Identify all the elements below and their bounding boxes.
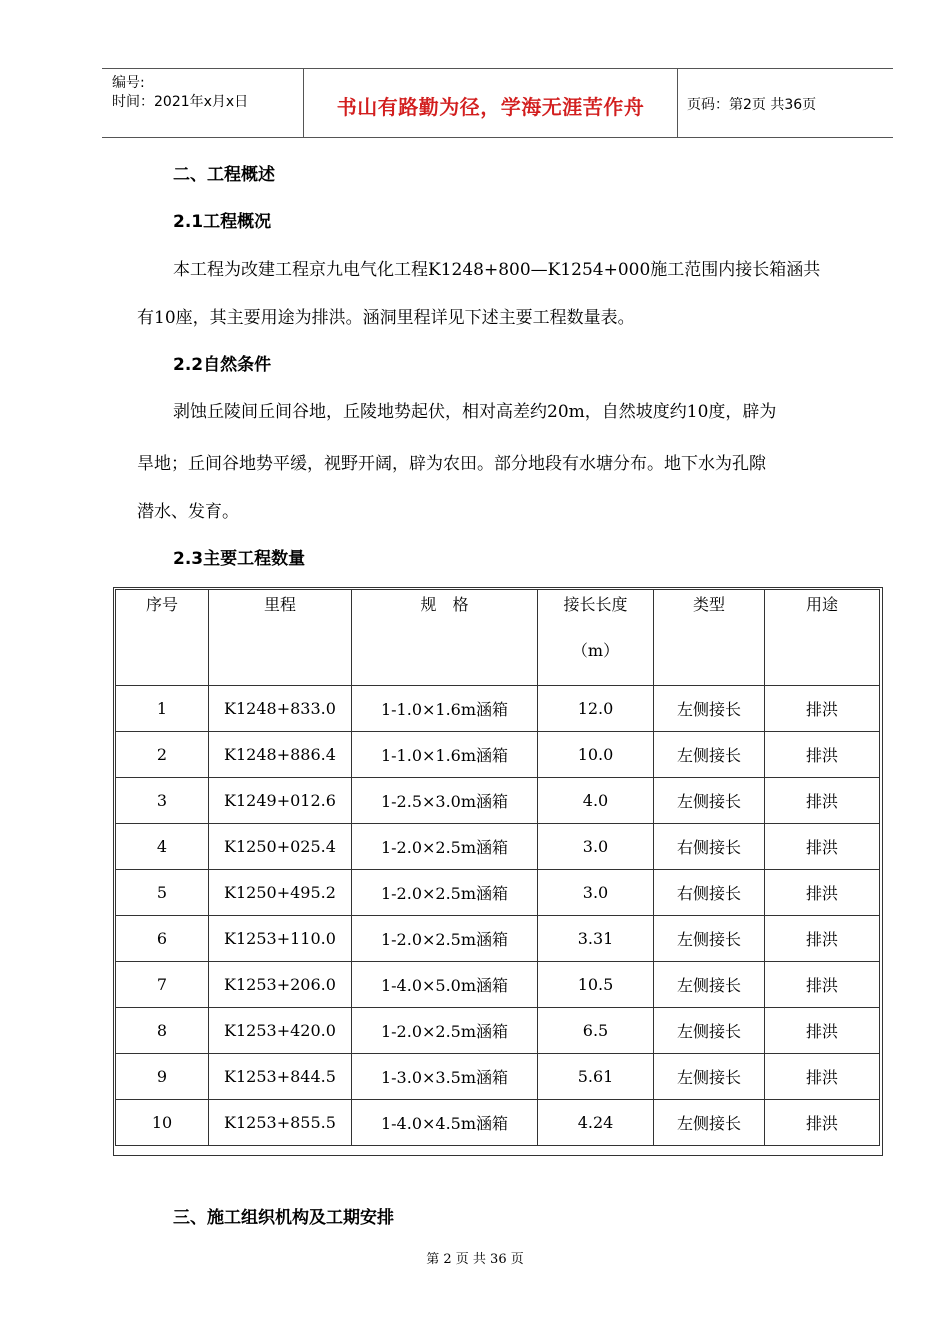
table-row — [116, 1008, 880, 1054]
table-cell: K1249+012.6 — [209, 778, 352, 824]
table-cell: 1-4.0×5.0m涵箱 — [352, 962, 538, 1008]
table-cell: 排洪 — [765, 778, 880, 824]
table-cell: 排洪 — [765, 962, 880, 1008]
table-row — [116, 1054, 880, 1100]
page-footer: 第 2 页 共 36 页 — [426, 1252, 524, 1267]
section-3-title: 三、施工组织机构及工期安排 — [173, 1208, 394, 1228]
section-2-title: 二、工程概述 — [173, 165, 275, 185]
header-page-number: 页码：第2页 共36页 — [687, 97, 817, 113]
table-cell: 3.31 — [538, 916, 654, 962]
table-cell: 6.5 — [538, 1008, 654, 1054]
table-cell: 5.61 — [538, 1054, 654, 1100]
table-cell: 排洪 — [765, 686, 880, 732]
table-cell: 左侧接长 — [654, 962, 765, 1008]
table-cell: 3.0 — [538, 870, 654, 916]
table-cell: 9 — [116, 1054, 209, 1100]
table-row — [116, 686, 880, 732]
table-row — [116, 732, 880, 778]
paragraph-line: 本工程为改建工程京九电气化工程K1248+800—K1254+000施工范围内接长箱涵共 — [173, 260, 821, 280]
column-header: 里程 — [209, 590, 352, 686]
code-label: 编号: — [112, 75, 145, 91]
column-header: 接长长度 （m） — [538, 590, 654, 686]
paragraph-line: 有10座，其主要用途为排洪。涵洞里程详见下述主要工程数量表。 — [137, 308, 635, 328]
table-row — [116, 916, 880, 962]
motto-text: 书山有路勤为径，学海无涯苦作舟 — [336, 95, 645, 119]
table-cell: 排洪 — [765, 732, 880, 778]
table-cell: 排洪 — [765, 870, 880, 916]
table-cell: 12.0 — [538, 686, 654, 732]
table-cell: K1253+855.5 — [209, 1100, 352, 1146]
table-cell: 左侧接长 — [654, 778, 765, 824]
paragraph-line: 潜水、发育。 — [137, 502, 239, 522]
section-2-1-title: 2.1工程概况 — [173, 212, 272, 232]
table-row — [116, 962, 880, 1008]
table-cell: 1-3.0×3.5m涵箱 — [352, 1054, 538, 1100]
table-cell: K1253+420.0 — [209, 1008, 352, 1054]
table-row — [116, 870, 880, 916]
quantity-table — [115, 589, 880, 1146]
paragraph-line: 剥蚀丘陵间丘间谷地，丘陵地势起伏，相对高差约20m，自然坡度约10度，辟为 — [173, 402, 777, 422]
section-2-3-title: 2.3主要工程数量 — [173, 549, 306, 569]
table-cell: K1253+206.0 — [209, 962, 352, 1008]
table-cell: 4 — [116, 824, 209, 870]
table-cell: 10 — [116, 1100, 209, 1146]
table-cell: 1-2.0×2.5m涵箱 — [352, 824, 538, 870]
table-cell: 1-1.0×1.6m涵箱 — [352, 732, 538, 778]
table-cell: 7 — [116, 962, 209, 1008]
header-motto-cell — [304, 69, 678, 137]
column-header: 规 格 — [352, 590, 538, 686]
table-cell: 排洪 — [765, 824, 880, 870]
table-cell: 1-4.0×4.5m涵箱 — [352, 1100, 538, 1146]
table-cell: 左侧接长 — [654, 1100, 765, 1146]
table-cell: 左侧接长 — [654, 732, 765, 778]
section-2-2-title: 2.2自然条件 — [173, 355, 272, 375]
table-cell: 10.5 — [538, 962, 654, 1008]
table-cell: 排洪 — [765, 1008, 880, 1054]
table-cell: 4.24 — [538, 1100, 654, 1146]
table-cell: 8 — [116, 1008, 209, 1054]
table-cell: K1250+495.2 — [209, 870, 352, 916]
table-cell: 右侧接长 — [654, 824, 765, 870]
time-label: 时间：2021年x月x日 — [112, 94, 249, 110]
table-cell: 1-1.0×1.6m涵箱 — [352, 686, 538, 732]
table-cell: 3 — [116, 778, 209, 824]
table-cell: 左侧接长 — [654, 1008, 765, 1054]
table-cell: 2 — [116, 732, 209, 778]
table-header-row — [116, 590, 880, 686]
table-cell: K1253+844.5 — [209, 1054, 352, 1100]
header-page-cell — [678, 69, 893, 137]
table-cell: 左侧接长 — [654, 916, 765, 962]
table-cell: 1-2.0×2.5m涵箱 — [352, 916, 538, 962]
column-header: 类型 — [654, 590, 765, 686]
table-cell: 右侧接长 — [654, 870, 765, 916]
column-header: 用途 — [765, 590, 880, 686]
table-row — [116, 1100, 880, 1146]
table-cell: K1253+110.0 — [209, 916, 352, 962]
paragraph-line: 旱地；丘间谷地势平缓，视野开阔，辟为农田。部分地段有水塘分布。地下水为孔隙 — [137, 454, 766, 474]
table-cell: 6 — [116, 916, 209, 962]
header-meta-cell — [102, 69, 304, 137]
table-cell: 排洪 — [765, 1054, 880, 1100]
table-cell: K1248+833.0 — [209, 686, 352, 732]
table-cell: 10.0 — [538, 732, 654, 778]
table-cell: 5 — [116, 870, 209, 916]
table-cell: 3.0 — [538, 824, 654, 870]
table-cell: 1 — [116, 686, 209, 732]
unit-label: （m） — [571, 641, 620, 660]
table-cell: 左侧接长 — [654, 686, 765, 732]
column-header: 序号 — [116, 590, 209, 686]
table-cell: 1-2.5×3.0m涵箱 — [352, 778, 538, 824]
table-row — [116, 778, 880, 824]
table-cell: 左侧接长 — [654, 1054, 765, 1100]
table-cell: K1248+886.4 — [209, 732, 352, 778]
table-cell: 排洪 — [765, 916, 880, 962]
table-cell: 4.0 — [538, 778, 654, 824]
table-row — [116, 824, 880, 870]
page-header — [102, 68, 893, 138]
table-cell: K1250+025.4 — [209, 824, 352, 870]
table-cell: 排洪 — [765, 1100, 880, 1146]
table-cell: 1-2.0×2.5m涵箱 — [352, 1008, 538, 1054]
table-cell: 1-2.0×2.5m涵箱 — [352, 870, 538, 916]
